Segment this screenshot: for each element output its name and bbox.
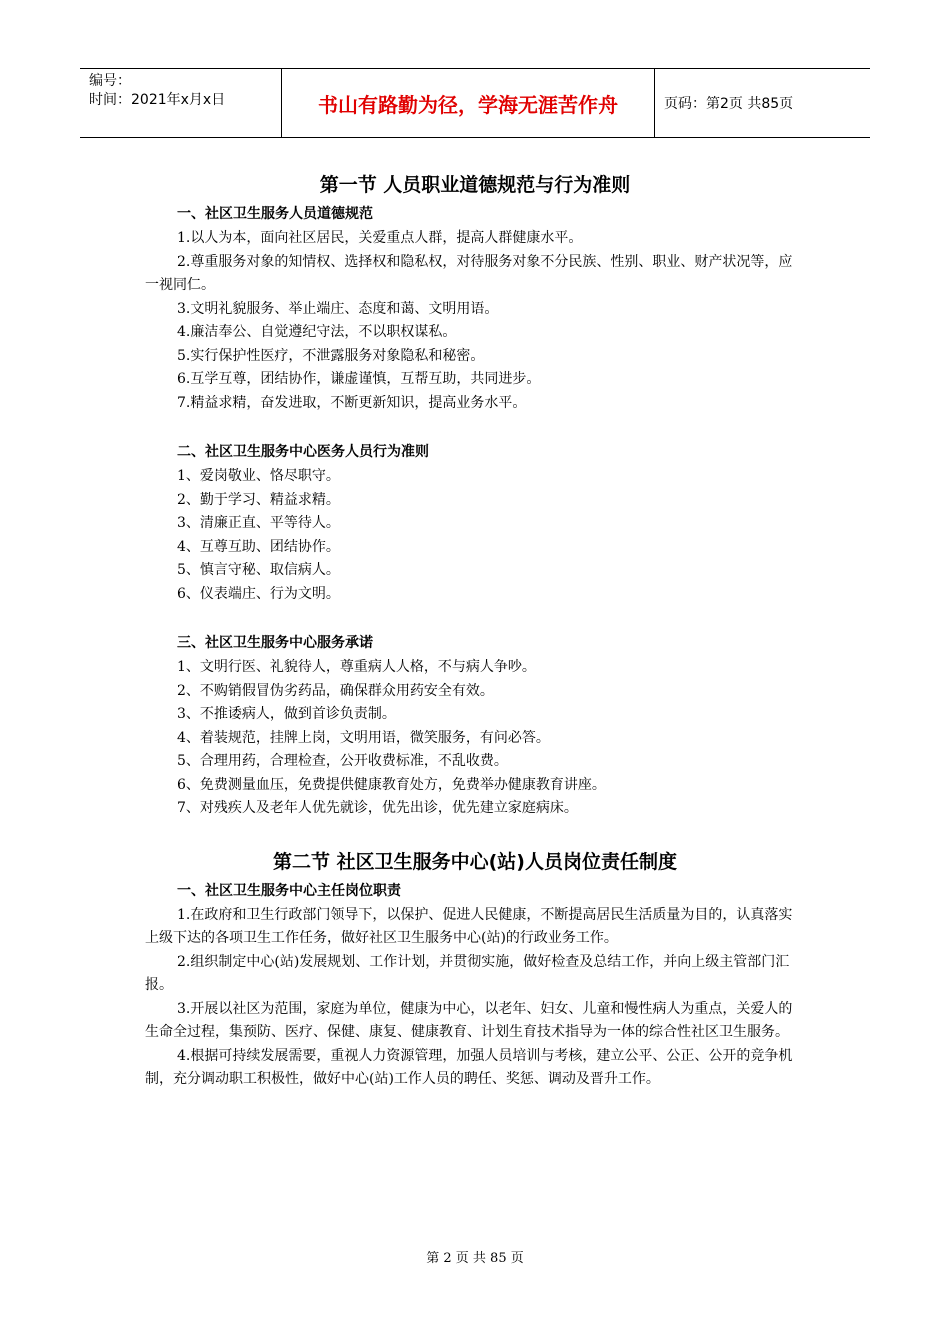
- header-motto: 书山有路勤为径，学海无涯苦作舟: [282, 69, 655, 137]
- page-footer: 第 2 页 共 85 页: [426, 1251, 524, 1266]
- list-item: 2、不购销假冒伪劣药品，确保群众用药安全有效。: [177, 682, 494, 699]
- list-item: 7、对残疾人及老年人优先就诊，优先出诊，优先建立家庭病床。: [177, 800, 578, 816]
- page-header: [80, 68, 870, 138]
- section1-heading-3: 三、社区卫生服务中心服务承诺: [177, 635, 373, 651]
- header-page-info: 页码：第2页 共85页: [664, 96, 794, 112]
- document-body: [145, 168, 805, 1092]
- section2-title: 第二节 社区卫生服务中心(站)人员岗位责任制度: [273, 850, 677, 873]
- list-item: 2.组织制定中心(站)发展规划、工作计划，并贯彻实施，做好检查及总结工作，并向上级主管部门汇报。: [145, 953, 790, 993]
- list-item: 6、仪表端庄、行为文明。: [177, 585, 340, 602]
- list-item: 3.开展以社区为范围，家庭为单位，健康为中心，以老年、妇女、儿童和慢性病人为重点，关爱人的生命全过程，集预防、医疗、保健、康复、健康教育、计划生育技术指导为一体的综合性社区卫生服务。: [145, 1000, 793, 1040]
- list-item: 1、文明行医、礼貌待人，尊重病人人格，不与病人争吵。: [177, 659, 536, 675]
- list-item: 7.精益求精，奋发进取，不断更新知识，提高业务水平。: [177, 394, 527, 411]
- list-item: 1、爱岗敬业、恪尽职守。: [177, 468, 340, 484]
- section1-title: 第一节 人员职业道德规范与行为准则: [319, 174, 631, 196]
- list-item: 1.以人为本，面向社区居民，关爱重点人群，提高人群健康水平。: [177, 230, 583, 246]
- list-item: 3、清廉正直、平等待人。: [177, 515, 340, 531]
- list-item: 4、着装规范，挂牌上岗，文明用语，微笑服务，有问必答。: [177, 729, 550, 746]
- list-item: 6.互学互尊，团结协作，谦虚谨慎，互帮互助，共同进步。: [177, 371, 541, 387]
- list-item: 2.尊重服务对象的知情权、选择权和隐私权，对待服务对象不分民族、性别、职业、财产状况等，应一视同仁。: [145, 253, 793, 293]
- time-label: 时间：2021年x月x日: [89, 92, 226, 108]
- section1-heading-2: 二、社区卫生服务中心医务人员行为准则: [177, 444, 429, 460]
- section2-heading-1: 一、社区卫生服务中心主任岗位职责: [177, 882, 401, 899]
- list-item: 2、勤于学习、精益求精。: [177, 491, 340, 508]
- list-item: 5、合理用药，合理检查，公开收费标准，不乱收费。: [177, 753, 508, 769]
- list-item: 4.根据可持续发展需要，重视人力资源管理，加强人员培训与考核，建立公平、公正、公开的竞争机制，充分调动职工积极性，做好中心(站)工作人员的聘任、奖惩、调动及晋升工作。: [145, 1047, 793, 1087]
- list-item: 5、慎言守秘、取信病人。: [177, 562, 340, 578]
- list-item: 4.廉洁奉公、自觉遵纪守法，不以职权谋私。: [177, 324, 457, 340]
- list-item: 4、互尊互助、团结协作。: [177, 538, 340, 555]
- list-item: 5.实行保护性医疗，不泄露服务对象隐私和秘密。: [177, 347, 485, 364]
- list-item: 1.在政府和卫生行政部门领导下，以保护、促进人民健康，不断提高居民生活质量为目的，认真落实上级下达的各项卫生工作任务，做好社区卫生服务中心(站)的行政业务工作。: [145, 906, 793, 946]
- list-item: 6、免费测量血压，免费提供健康教育处方，免费举办健康教育讲座。: [177, 776, 606, 793]
- section1-heading-1: 一、社区卫生服务人员道德规范: [177, 206, 373, 222]
- list-item: 3.文明礼貌服务、举止端庄、态度和蔼、文明用语。: [177, 300, 499, 317]
- list-item: 3、不推诿病人，做到首诊负责制。: [177, 706, 396, 722]
- header-meta: [80, 69, 282, 137]
- number-label: 编号：: [89, 73, 131, 89]
